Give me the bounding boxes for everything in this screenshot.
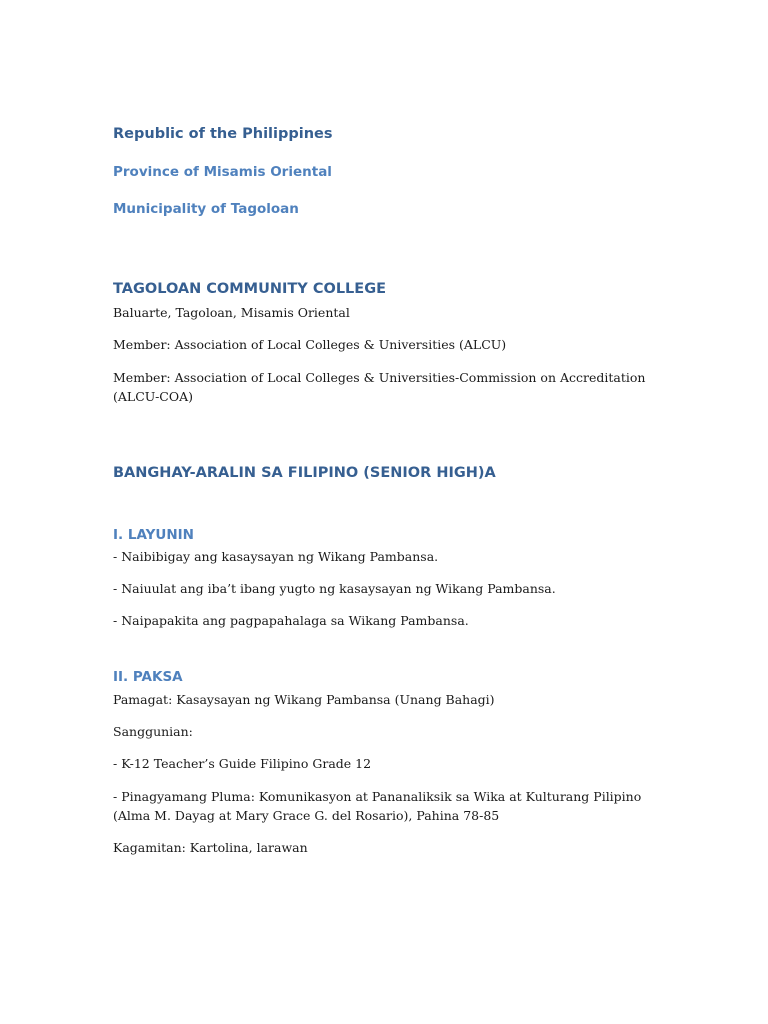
college-address: Baluarte, Tagoloan, Misamis Oriental bbox=[113, 305, 350, 320]
layunin-item-2: - Naiuulat ang iba’t ibang yugto ng kasaysayan ng Wikang Pambansa. bbox=[113, 581, 556, 596]
document-title: BANGHAY-ARALIN SA FILIPINO (SENIOR HIGH)A bbox=[113, 465, 496, 481]
layunin-item-1: - Naibibigay ang kasaysayan ng Wikang Pambansa. bbox=[113, 549, 439, 564]
reference-item-2: - Pinagyamang Pluma: Komunikasyon at Pananaliksik sa Wika at Kulturang Pilipino (Alma M. Dayag at Mary Grace G. del Rosario), Pahina 78-85 bbox=[113, 789, 642, 823]
province-heading: Province of Misamis Oriental bbox=[113, 164, 332, 180]
paksa-heading: II. PAKSA bbox=[113, 669, 183, 685]
kagamitan-text: Kagamitan: Kartolina, larawan bbox=[113, 840, 308, 855]
municipality-heading: Municipality of Tagoloan bbox=[113, 201, 299, 217]
college-name: TAGOLOAN COMMUNITY COLLEGE bbox=[113, 281, 387, 297]
layunin-heading: I. LAYUNIN bbox=[113, 527, 194, 543]
republic-heading: Republic of the Philippines bbox=[113, 126, 333, 142]
reference-item-1: - K-12 Teacher’s Guide Filipino Grade 12 bbox=[113, 756, 372, 771]
sanggunian-label: Sanggunian: bbox=[113, 724, 193, 739]
layunin-item-3: - Naipapakita ang pagpapahalaga sa Wikang Pambansa. bbox=[113, 613, 469, 628]
membership-alcu-coa: Member: Association of Local Colleges & Universities-Commission on Accreditation (ALCU-COA) bbox=[113, 370, 646, 404]
membership-alcu: Member: Association of Local Colleges & Universities (ALCU) bbox=[113, 337, 507, 352]
paksa-pamagat: Pamagat: Kasaysayan ng Wikang Pambansa (Unang Bahagi) bbox=[113, 692, 495, 707]
